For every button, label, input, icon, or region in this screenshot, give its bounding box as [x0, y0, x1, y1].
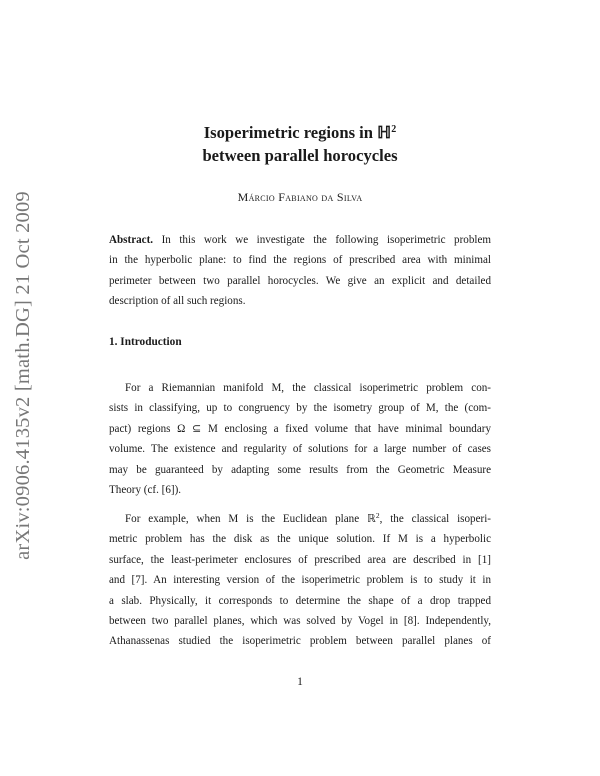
- paragraph-1-line-4: volume. The existence and regularity of solutions for a large number of cases: [109, 443, 491, 456]
- paragraph-1-line-5: may be guaranteed by adapting some results from the Geometric Measure: [109, 463, 491, 476]
- abstract-line-3: perimeter between two parallel horocycles. We give an explicit and detailed: [109, 274, 491, 287]
- abstract-label: Abstract.: [109, 234, 154, 246]
- paragraph-1-line-3: pact) regions Ω ⊆ M enclosing a fixed volume that have minimal boundary: [109, 422, 491, 435]
- paragraph-2-line-2: metric problem has the disk as the unique solution. If M is a hyperbolic: [109, 533, 491, 546]
- page-number: 1: [297, 676, 303, 688]
- paragraph-2-line-4: and [7]. An interesting version of the isoperimetric problem is to study it in: [109, 574, 491, 587]
- paragraph-1-line-2: sists in classifying, up to congruency by the isometry group of M, the (com-: [109, 402, 491, 415]
- paragraph-2-line-1-prefix: For example, when M is the Euclidean plane ℝ: [125, 513, 376, 525]
- arxiv-identifier: arXiv:0906.4135v2 [math.DG] 21 Oct 2009: [11, 190, 34, 560]
- arxiv-sidebar: [2, 180, 44, 570]
- introduction-paragraph-1: [109, 378, 491, 500]
- abstract: [109, 230, 491, 312]
- paragraph-2-line-3: surface, the least-perimeter enclosures of prescribed area are described in [1]: [109, 553, 491, 566]
- paper-title: [0, 121, 600, 167]
- hyperbolic-plane-symbol: ℍ: [377, 123, 392, 142]
- paragraph-1-line-1: For a Riemannian manifold M, the classical isoperimetric problem con-: [125, 382, 491, 394]
- abstract-line-1: [109, 230, 491, 250]
- paragraph-1-line-6: Theory (cf. [6]).: [109, 483, 182, 496]
- paragraph-2-line-1-suffix: , the classical isoperi-: [379, 513, 491, 525]
- abstract-line-2: in the hyperbolic plane: to find the regions of prescribed area with minimal: [109, 254, 491, 267]
- paragraph-2-line-5: a slab. Physically, it corresponds to determine the shape of a drop trapped: [109, 594, 491, 607]
- euclidean-superscript: 2: [375, 511, 380, 520]
- abstract-line-4: description of all such regions.: [109, 295, 246, 308]
- paragraph-2-line-1: [109, 509, 491, 529]
- introduction-paragraph-2: [109, 509, 491, 652]
- title-line-1-text: Isoperimetric regions in: [203, 123, 378, 142]
- paragraph-2-line-6: between two parallel planes, which was solved by Vogel in [8]. Independently,: [109, 614, 491, 627]
- abstract-line-1-text: In this work we investigate the following isoperimetric problem: [161, 234, 491, 246]
- title-line-2: between parallel horocycles: [202, 146, 398, 165]
- author-name: Márcio Fabiano da Silva: [237, 190, 363, 204]
- section-heading-introduction: 1. Introduction: [109, 336, 182, 348]
- paragraph-2-line-7: Athanassenas studied the isoperimetric problem between parallel planes of: [109, 635, 491, 648]
- title-superscript: 2: [391, 124, 397, 135]
- title-line-1: [0, 121, 600, 144]
